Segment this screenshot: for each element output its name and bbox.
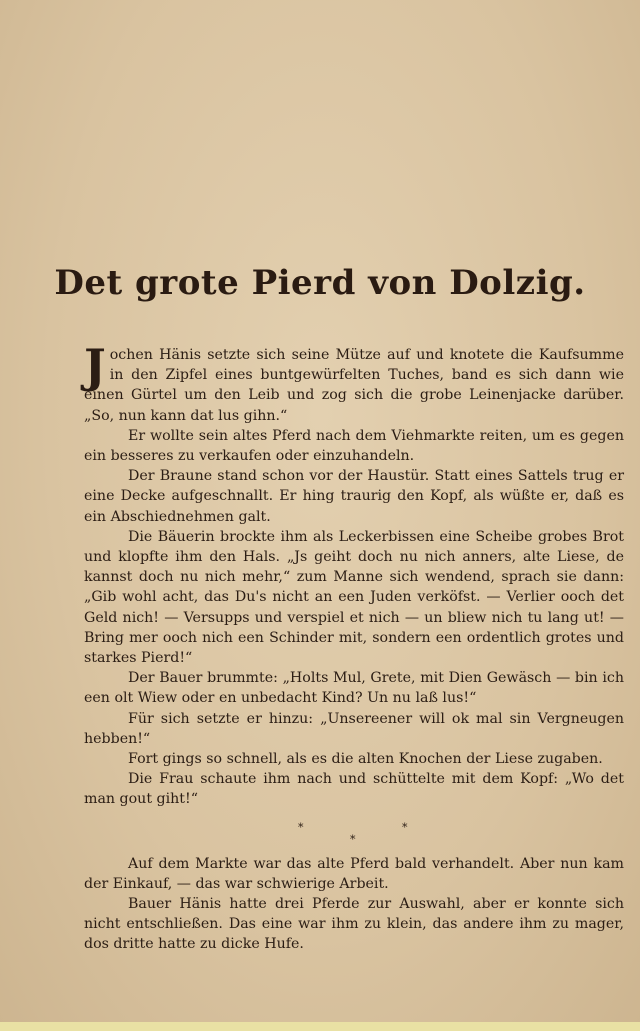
paragraph: Auf dem Markte war das alte Pferd bald verhandelt. Aber nun kam der Einkauf, — das war schwierige Arbeit.: [84, 855, 624, 892]
body-text: [84, 339, 624, 955]
paragraph: Bauer Hänis hatte drei Pferde zur Auswahl, aber er konnte sich nicht entschließen. Das eine war ihm zu klein, das andere ihm zu mager, dos dritte hatte zu dicke Hufe.: [84, 896, 624, 953]
paragraph: Die Frau schaute ihm nach und schüttelte mit dem Kopf: „Wo det man gout giht!“: [84, 771, 624, 808]
separator-star: *: [298, 820, 304, 834]
drop-cap: J: [84, 339, 106, 393]
paragraph: Fort gings so schnell, als es die alten Knochen der Liese zugaben.: [128, 751, 603, 768]
paragraph: Er wollte sein altes Pferd nach dem Viehmarkte reiten, um es gegen ein besseres zu verkaufen oder einzuhandeln.: [84, 427, 624, 465]
paragraph: Für sich setzte er hinzu: „Unsereener will ok mal sin Vergneugen hebben!“: [84, 710, 624, 747]
scan-edge: [0, 1022, 640, 1031]
paragraph: Die Bäuerin brockte ihm als Leckerbissen eine Scheibe grobes Brot und klopfte ihm den Hals. „Js geiht doch nu nich anners, alte Liese, de kannst doch nu nich mehr,“ zum Manne sich wendend, sprach sie dann: „Gib wohl acht, das Du's nicht an een Juden verköfst. — Verlier ooch det Geld nich! — Versupps und verspiel et nich — un bliew nich tu lang ut! — Bring mer ooch nich een Schinder mit, sondern een ordentlich grotes und starkes Pierd!“: [84, 528, 624, 667]
separator-star: *: [402, 820, 408, 834]
paragraph: Der Bauer brummte: „Holts Mul, Grete, mit Dien Gewäsch — bin ich een olt Wiew oder en unbedacht Kind? Un nu laß lus!“: [84, 670, 624, 707]
separator-star: *: [350, 832, 356, 846]
paragraph: Der Braune stand schon vor der Haustür. Statt eines Sattels trug er eine Decke aufgeschnallt. Er hing traurig den Kopf, als wüßte er, daß es ein Abschiednehmen galt.: [84, 468, 624, 525]
paragraph: Jochen Hänis setzte sich seine Mütze auf und knotete die Kaufsumme in den Zipfel eines buntgewürfelten Tuches, band es sich dann wie einen Gürtel um den Leib und zog sich die grobe Leinenjacke darüber. „So, nun kann dat lus gihn.“: [84, 339, 624, 424]
chapter-title: Det grote Pierd von Dolzig.: [54, 263, 586, 303]
section-separator: [84, 810, 624, 844]
